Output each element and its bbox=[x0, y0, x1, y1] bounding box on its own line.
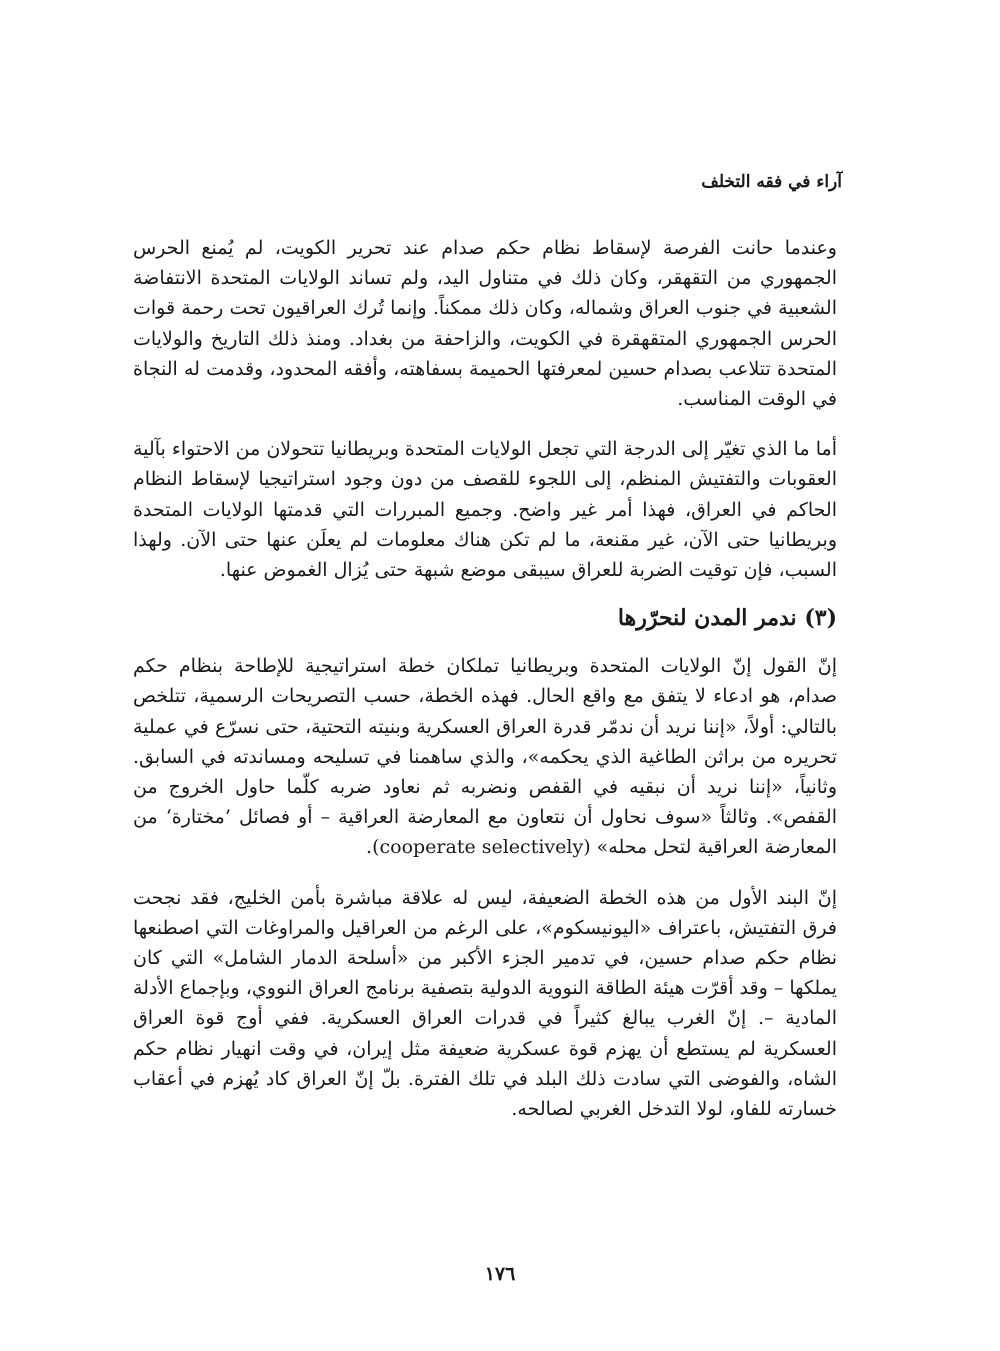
paragraph: إنّ القول إنّ الولايات المتحدة وبريطانيا تملكان خطة استراتيجية للإطاحة بنظام حكم صدام، هو ادعاء لا يتفق مع واقع الحال. فهذه الخطة، حسب التصريحات الرسمية، تتلخص بالتالي: أولاً، «إننا نريد أن ندمّر قدرة العراق العسكرية وبنيته التحتية، حتى نسرّع في عملية تحريره من براثن الطاغية الذي يحكمه»، والذي ساهمنا في تسليحه ومساندته في السابق. وثانياً، «إننا نريد أن نبقيه في القفص ونضربه ثم نعاود ضربه كلّما حاول الخروج من القفص». وثالثاً «سوف نحاول أن نتعاون مع المعارضة العراقية – أو فصائل ’مختارة‘ من المعارضة العراقية لتحل محله» (cooperate selectively). bbox=[133, 655, 837, 859]
running-head: آراء في فقه التخلف bbox=[701, 172, 842, 192]
paragraph: أما ما الذي تغيّر إلى الدرجة التي تجعل الولايات المتحدة وبريطانيا تتحولان من الاحتواء بآلية العقوبات والتفتيش المنظم، إلى اللجوء للقصف من دون وجود استراتيجيا لإسقاط النظام الحاكم في العراق، فهذا أمر غير واضح. وجميع المبررات التي قدمتها الولايات المتحدة وبريطانيا حتى الآن، غير مقنعة، ما لم تكن هناك معلومات لم يعلَن عنها حتى الآن. ولهذا السبب، فإن توقيت الضربة للعراق سيبقى موضع شبهة حتى يُزال الغموض عنها. bbox=[133, 438, 837, 582]
section-heading: (٣) ندمر المدن لنحرّرها bbox=[617, 605, 837, 632]
paragraph: وعندما حانت الفرصة لإسقاط نظام حكم صدام عند تحرير الكويت، لم يُمنع الحرس الجمهوري من التقهقر، وكان ذلك في متناول اليد، ولم تساند الولايات المتحدة الانتفاضة الشعبية في جنوب العراق وشماله، وكان ذلك ممكناً. وإنما تُرك العراقيون تحت رحمة قوات الحرس الجمهوري المتقهقرة في الكويت، والزاحفة من بغداد. ومنذ ذلك التاريخ والولايات المتحدة تتلاعب بصدام حسين لمعرفتها الحميمة بسفاهته، وأفقه المحدود، وقدمت له النجاة في الوقت المناسب. bbox=[133, 237, 837, 411]
page-number: ١٧٦ bbox=[484, 1263, 516, 1285]
body-text bbox=[133, 233, 837, 1124]
paragraph: إنّ البند الأول من هذه الخطة الضعيفة، ليس له علاقة مباشرة بأمن الخليج، فقد نجحت فرق التفتيش، باعتراف «اليونيسكوم»، على الرغم من العراقيل والمراوغات التي اصطنعها نظام حكم صدام حسين، في تدمير الجزء الأكبر من «أسلحة الدمار الشامل» التي كان يملكها – وقد أقرّت هيئة الطاقة النووية الدولية بتصفية برنامج العراق النووي، وبإجماع الأدلة المادية –. إنّ الغرب يبالغ كثيراً في قدرات العراق العسكرية. ففي أوج قوة العراق العسكرية لم يستطع أن يهزم قوة عسكرية ضعيفة مثل إيران، في وقت انهيار نظام حكم الشاه، والفوضى التي سادت ذلك البلد في تلك الفترة. بلّ إنّ العراق كاد يُهزم في أعقاب خسارته للفاو، لولا التدخل الغربي لصالحه. bbox=[133, 886, 837, 1121]
